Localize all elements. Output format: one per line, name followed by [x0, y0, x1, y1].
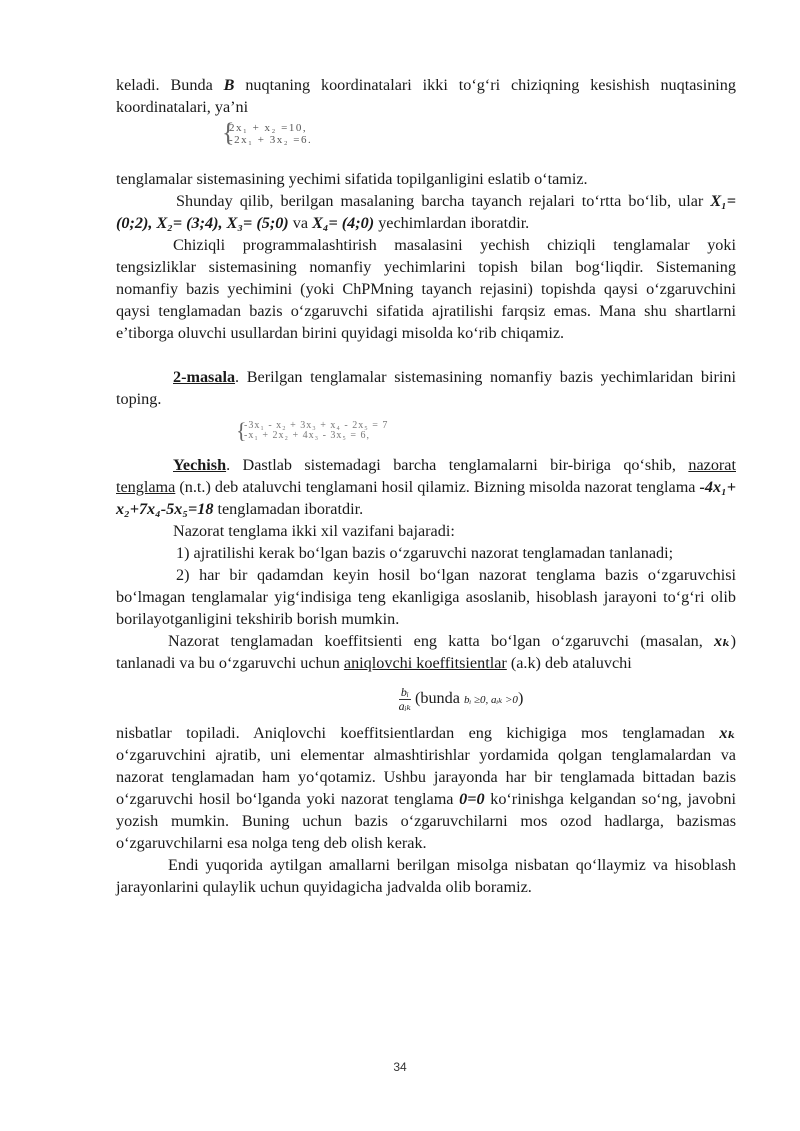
paragraph-6 — [116, 454, 736, 520]
system-lines — [236, 418, 389, 443]
text: Shunday qilib, berilgan masalaning barcha tayanch rejalari to‘rtta bo‘lib, ular — [176, 192, 711, 210]
text: ) — [517, 689, 524, 707]
text: (bunda — [410, 689, 464, 707]
control-equation: -4x₁+ x₂+7x₄-5x₅=18 — [116, 478, 736, 518]
text: . Berilgan tenglamalar sistemasining nomanfiy bazis yechimlaridan birini toping. — [116, 368, 736, 408]
system-line-2: -2x₁ + 3x₂ =6. — [229, 134, 313, 146]
system-line-1: -3x₁ - x₂ + 3x₃ + x₄ - 2x₅ = 7 — [244, 420, 389, 431]
fraction-denominator: aᵢₖ — [398, 698, 411, 713]
zero-equation: 0=0 — [459, 790, 485, 808]
paragraph-4: Chiziqli programmalashtirish masalasini yechish chiziqli tenglamalar yoki tengsizliklar sistemasining nomanfiy yechimlarini topish bilan bog‘liqdir. Sistemaning nomanfiy bazis yechimini (yoki ChPMning tayanch rejasini) topishda qaysi o‘zgaruvchini qaysi tenglamadan bazis o‘zgaruvchi sifatida ajratilishi farqsiz emas. Mana shu shartlarni e’tiborga oluvchi usullardan birini quyidagi misolda ko‘rib chiqamiz. — [116, 236, 736, 342]
plan-x4: X₄= (4;0) — [312, 214, 375, 232]
point-label: B — [223, 76, 235, 94]
paragraph-10 — [116, 630, 736, 674]
text: nisbatlar topiladi. Aniqlovchi koeffitsientlardan eng kichigiga mos tenglamadan — [116, 724, 720, 742]
text: ko‘rinishga kelgandan so‘ng, javobni yozish mumkin. Buning uchun bazis o‘zgaruvchilarni mos ozod hadlarga, bazismas o‘zgaruvchilarni esa nolga teng deb olish kerak. — [116, 790, 737, 852]
paragraph-5 — [116, 366, 736, 410]
system-lines — [222, 118, 313, 147]
text: ) tanlanadi va bu o‘zgaruvchi uchun — [116, 632, 736, 672]
text: Nazorat tenglamadan koeffitsienti eng katta bo‘lgan o‘zgaruvchi (masalan, — [168, 632, 715, 650]
solution-label: Yechish — [173, 456, 227, 474]
system-line-1: 2x₁ + x₂ =10, — [229, 122, 308, 134]
paragraph-11 — [116, 722, 736, 854]
fraction — [399, 686, 411, 713]
variable-xk: xₖ — [719, 724, 736, 742]
page-number: 34 — [393, 1060, 407, 1074]
text: (a.k) deb ataluvchi — [506, 654, 632, 672]
paragraph-12: Endi yuqorida aytilgan amallarni berilgan misolga nisbatan qo‘llaymiz va hisoblash jarayonlarini qulaylik uchun quyidagicha jadvalda olib boramiz. — [116, 856, 736, 896]
text: . Dastlab sistemadagi barcha tenglamalarni bir-biriga qo‘shib, — [226, 456, 689, 474]
brace-icon: { — [222, 118, 236, 147]
text: tenglamadan iboratdir. — [213, 500, 364, 518]
variable-xk: xₖ — [714, 632, 731, 650]
paragraph-9: 2) har bir qadamdan keyin hosil bo‘lgan nazorat tenglama bazis o‘zgaruvchisi bo‘lmagan tenglamalar yig‘indisiga teng ekanligiga asoslanib, hisoblash jarayoni to‘g‘ri olib borilayotganligini tekshirib borish mumkin. — [116, 566, 736, 628]
fraction-numerator: bᵢ — [399, 686, 411, 700]
paragraph-7: Nazorat tenglama ikki xil vazifani bajaradi: — [173, 522, 455, 540]
text: keladi. Bunda — [116, 76, 224, 94]
text: yechimlardan iboratdir. — [374, 214, 530, 232]
text: o‘zgaruvchini ajratib, uni elementar almashtirishlar yordamida qolgan tenglamalardan va nazorat tenglamadan ham yo‘qotamiz. Ushbu jarayonda har bir tenglamada bittadan bazis o‘zgaruvchi hosil bo‘lganda yoki nazorat tenglama — [116, 746, 736, 808]
term-control-equation: nazorat tenglama — [116, 456, 736, 496]
equation-system-2 — [116, 410, 736, 454]
equation-system-1 — [116, 118, 736, 168]
paragraph-1 — [116, 74, 736, 118]
text: nuqtaning koordinatalari ikki to‘g‘ri chiziqning kesishish nuqtasining koordinatalari, ya’ni — [116, 76, 736, 116]
page-body — [116, 74, 736, 898]
condition: bᵢ ≥0, aᵢₖ >0 — [463, 694, 518, 706]
term-determining-coefficients: aniqlovchi koeffitsientlar — [343, 654, 507, 672]
text: (n.t.) deb ataluvchi tenglamani hosil qilamiz. Bizning misolda nazorat tenglama — [175, 478, 700, 496]
ratio-formula — [116, 674, 736, 722]
system-line-2: -x₁ + 2x₂ + 4x₃ - 3x₅ = 6, — [244, 430, 371, 441]
paragraph-2: tenglamalar sistemasining yechimi sifatida topilganligini eslatib o‘tamiz. — [116, 170, 588, 188]
text: va — [288, 214, 313, 232]
brace-icon: { — [236, 418, 248, 443]
plan-list: X₁= (0;2), X₂= (3;4), X₃= (5;0) — [116, 192, 736, 232]
paragraph-8: 1) ajratilishi kerak bo‘lgan bazis o‘zgaruvchi nazorat tenglamadan tanlanadi; — [176, 544, 674, 562]
paragraph-3 — [116, 190, 736, 234]
problem-label: 2-masala — [173, 368, 236, 386]
